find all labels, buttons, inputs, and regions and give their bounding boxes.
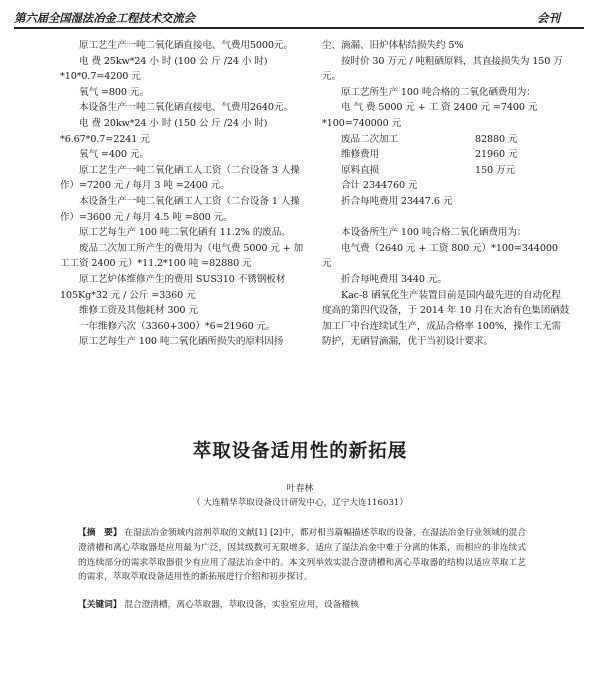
paragraph: 尘、滴漏、旧炉体粘结损失约 5% (322, 40, 464, 51)
keywords-text: 混合澄清槽，离心萃取器，萃取设备，实验室应用，设备稽核 (124, 600, 359, 610)
article-author: 叶春林 (286, 484, 314, 494)
paragraph: 氧气 =800 元。 (79, 86, 149, 98)
paragraph: 原工艺所生产 100 吨合格的二氧化硒费用为： (341, 86, 536, 98)
abstract-label: 【摘 要】 (78, 528, 122, 538)
cost-row (322, 147, 570, 163)
paragraph: 氧气 =400 元。 (79, 149, 149, 161)
conclusion-paragraph: Kac-8 硒氧化生产装置目前是国内最先进的自动化程度高的第四代设备，于 2014 年 10 月在大冶有色集团硒鼓加工厂中台连续试生产，成品合格率 100%，操作工无需防护，无硒冒滴漏，优于当初设计要求。 (322, 289, 570, 348)
paragraph: 一年维修六次（3360+300）*6=21960 元。 (79, 320, 276, 332)
paragraph: 本设备生产一吨二氧化硒工人工资（二台设备 1 人操作）=3600 元 / 每月 4.5 吨 =800 元。 (60, 195, 300, 223)
paragraph: 维修工资及其他耗材 300 元 (79, 305, 198, 317)
left-column (60, 38, 307, 350)
cost-name: 原料直损 (341, 164, 379, 176)
paragraph: 本设备生产一吨二氧化硒直接电、气费用2640元。 (79, 102, 293, 114)
paragraph: 本设备所生产 100 吨合格二氧化硒费用为： (341, 227, 527, 239)
paragraph: 原工艺每生产 100 吨二氧化硒所损失的原料因扬 (79, 336, 284, 348)
paragraph: 电 费 25kw*24 小 时 (100 公 斤 /24 小 时) *10*0.7=4200 元 (60, 55, 268, 83)
paragraph: 原工艺炉体维修产生的费用 SUS310 不锈钢板材 105Kg*32 元 / 公斤 =3360 元 (60, 273, 286, 301)
paragraph: 废品二次加工所产生的费用为（电气费 5000 元 + 加工工资 2400 元）*11.2*100 吨 =82880 元 (60, 242, 304, 270)
total-line: 合计 2344760 元 (341, 180, 418, 192)
paragraph: 电气费（2640 元 + 工资 800 元）*100=344000 元 (322, 242, 558, 270)
abstract (78, 526, 526, 585)
paragraph: 电 气 费 5000 元 + 工 资 2400 元 =7400 元 *100=740000 元 (322, 102, 538, 129)
article-affiliation: （ 大连精华萃取设备设计研发中心，辽宁大连116031） (191, 498, 408, 508)
cost-name: 废品二次加工 (341, 133, 398, 145)
cost-value: 82880 元 (475, 133, 518, 145)
spacer (322, 210, 570, 226)
cost-row (322, 132, 570, 148)
journal-title: 第六届全国湿法冶金工程技术交流会 (14, 11, 195, 25)
keywords-label: 【关键词】 (78, 600, 122, 610)
cost-name: 维修费用 (341, 149, 379, 161)
section-label: 会刊 (537, 11, 560, 25)
article-title: 萃取设备适用性的新拓展 (192, 441, 408, 462)
abstract-text: 在湿法冶金领域内溶剂萃取的文献[1] [2]中，都对相当篇幅描述萃取的设备，在湿法冶金行业领域的混合澄清槽和离心萃取器是应用最为广泛，因其级数可无限增多，适应了湿法冶金中难于分离的体系，而相应的非连续式的连续部分的需求萃取器很少有应用了湿法冶金中的。本文列举效实混合澄清槽和离心萃取器的结构以适应萃取工艺的需求，萃取萃取设备适用性的新拓展进行介绍和初步探讨。 (78, 528, 527, 583)
paragraph: 原工艺每生产 100 吨二氧化硒有 11.2% 的废品。 (79, 227, 291, 239)
per-ton-new: 折合每吨费用 3440 元。 (341, 273, 447, 285)
paragraph: 按时价 30 万元 / 吨粗硒原料，其直接损失为 150 万元。 (322, 55, 563, 83)
cost-row (322, 163, 570, 179)
cost-value: 150 万元 (475, 164, 515, 176)
paragraph: 原工艺生产一吨二氧化硒直接电、气费用5000元。 (79, 40, 293, 51)
per-ton-old: 折合每吨费用 23447.6 元 (341, 195, 453, 207)
paragraph: 电 费 20kw*24 小 时 (150 公 斤 /24 小 时) *6.67*0.7=2241 元 (60, 117, 268, 145)
right-column (322, 38, 570, 350)
paragraph: 原工艺生产一吨二氧化硒工人工资（二台设备 3 人操作）=7200 元 / 每月 3 吨 =2400 元。 (60, 164, 300, 192)
keywords (78, 598, 526, 612)
cost-value: 21960 元 (475, 149, 518, 161)
header-rule (14, 27, 584, 29)
